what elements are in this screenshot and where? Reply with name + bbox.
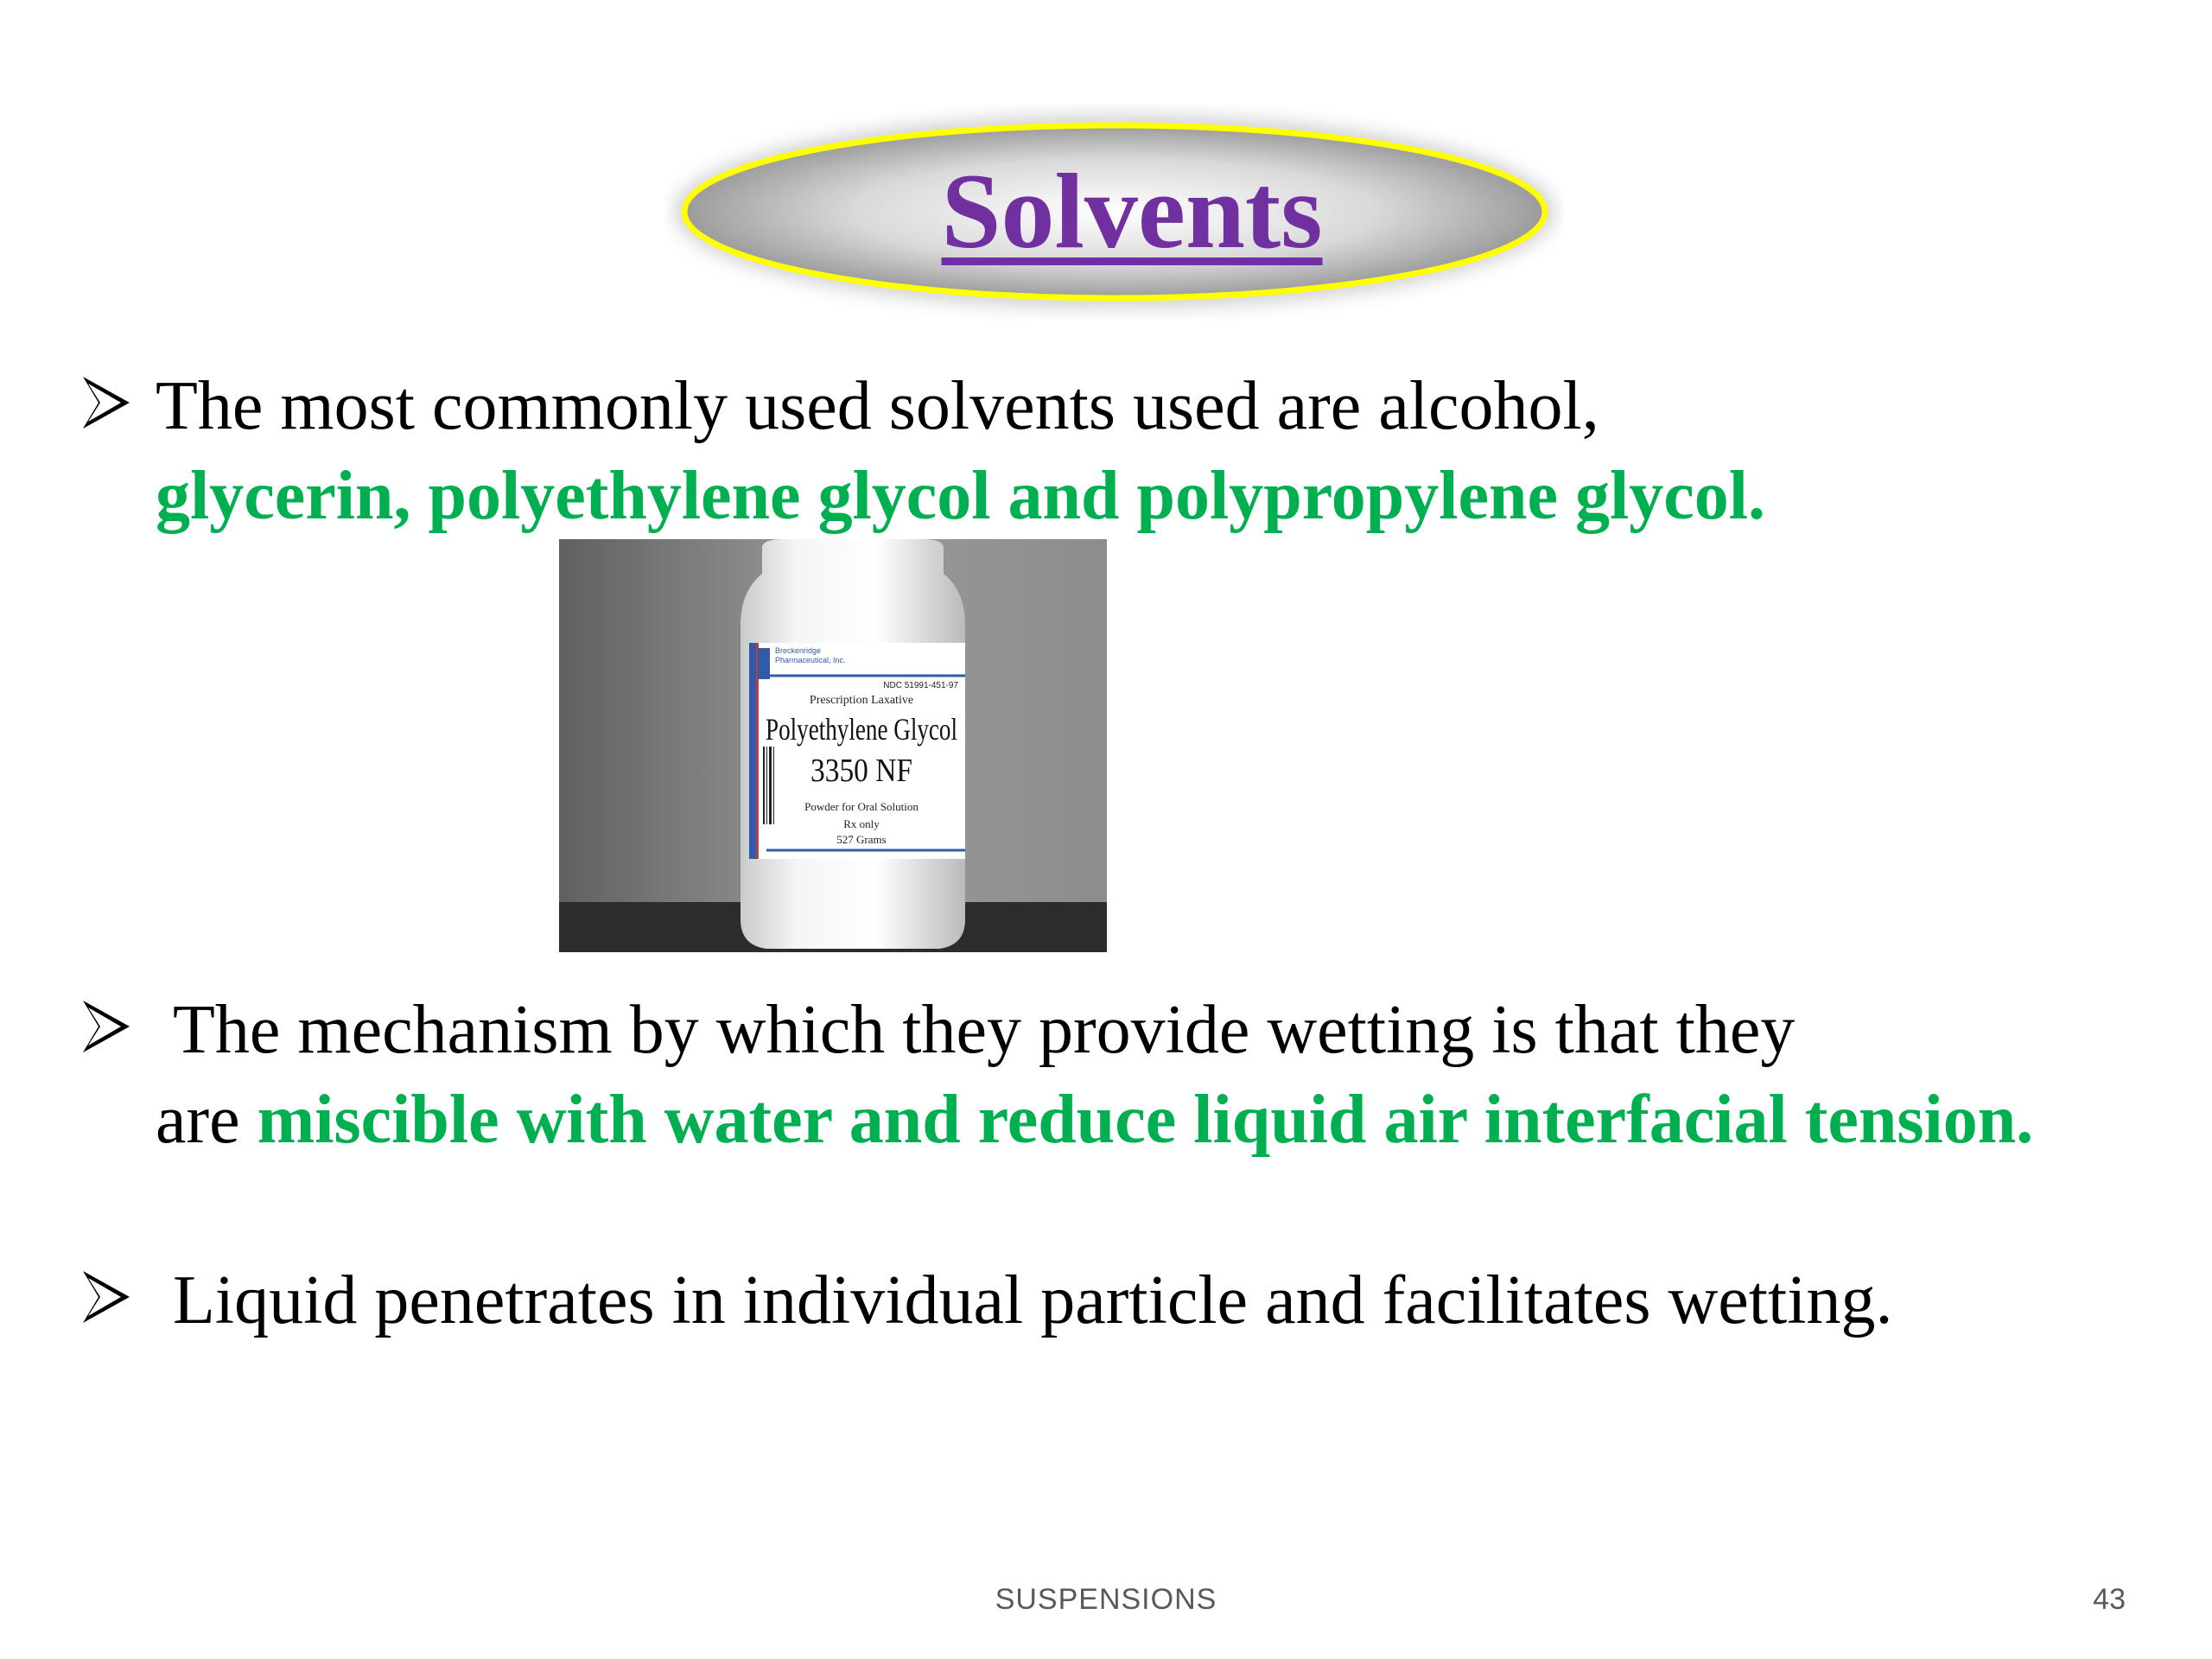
bullet-text: Liquid penetrates in individual particle and facilitates wetting. <box>173 1262 1893 1338</box>
bottle-weight: 527 Grams <box>836 833 887 846</box>
bullet-text-line2 <box>156 1075 2033 1165</box>
bullet-highlight-text: miscible with water and reduce liquid air interfacial tension. <box>257 1082 2034 1158</box>
bullet-highlight-text: glycerin, polyethylene glycol and polypropylene glycol. <box>156 458 1765 534</box>
footer-title: SUSPENSIONS <box>995 1583 1217 1616</box>
bullet-text: The most commonly used solvents used are alcohol, <box>156 368 1599 444</box>
bottle-product-line2: 3350 NF <box>810 753 912 789</box>
arrow-bullet-icon <box>79 992 135 1061</box>
bottle-ndc: NDC 51991-451-97 <box>883 681 958 690</box>
page-number: 43 <box>2093 1583 2126 1616</box>
bottle-company-line2: Pharmaceutical, Inc. <box>775 656 846 664</box>
bottle-rx-type: Prescription Laxative <box>809 694 914 707</box>
bullet-text: The mechanism by which they provide wetting is that they <box>173 992 1796 1068</box>
arrow-bullet-icon <box>79 368 135 437</box>
bottle-product-line1: Polyethylene Glycol <box>766 712 957 747</box>
slide-title: Solvents <box>941 152 1323 270</box>
bottle-rx-only: Rx only <box>843 817 880 830</box>
bottle-company-line1: Breckenridge <box>775 646 822 655</box>
polyethylene-glycol-bottle-photo <box>559 539 1107 952</box>
bottle-form: Powder for Oral Solution <box>804 800 918 813</box>
bullet-plain-text: are <box>156 1082 257 1158</box>
title-banner <box>665 104 1564 320</box>
arrow-bullet-icon <box>79 1262 135 1332</box>
